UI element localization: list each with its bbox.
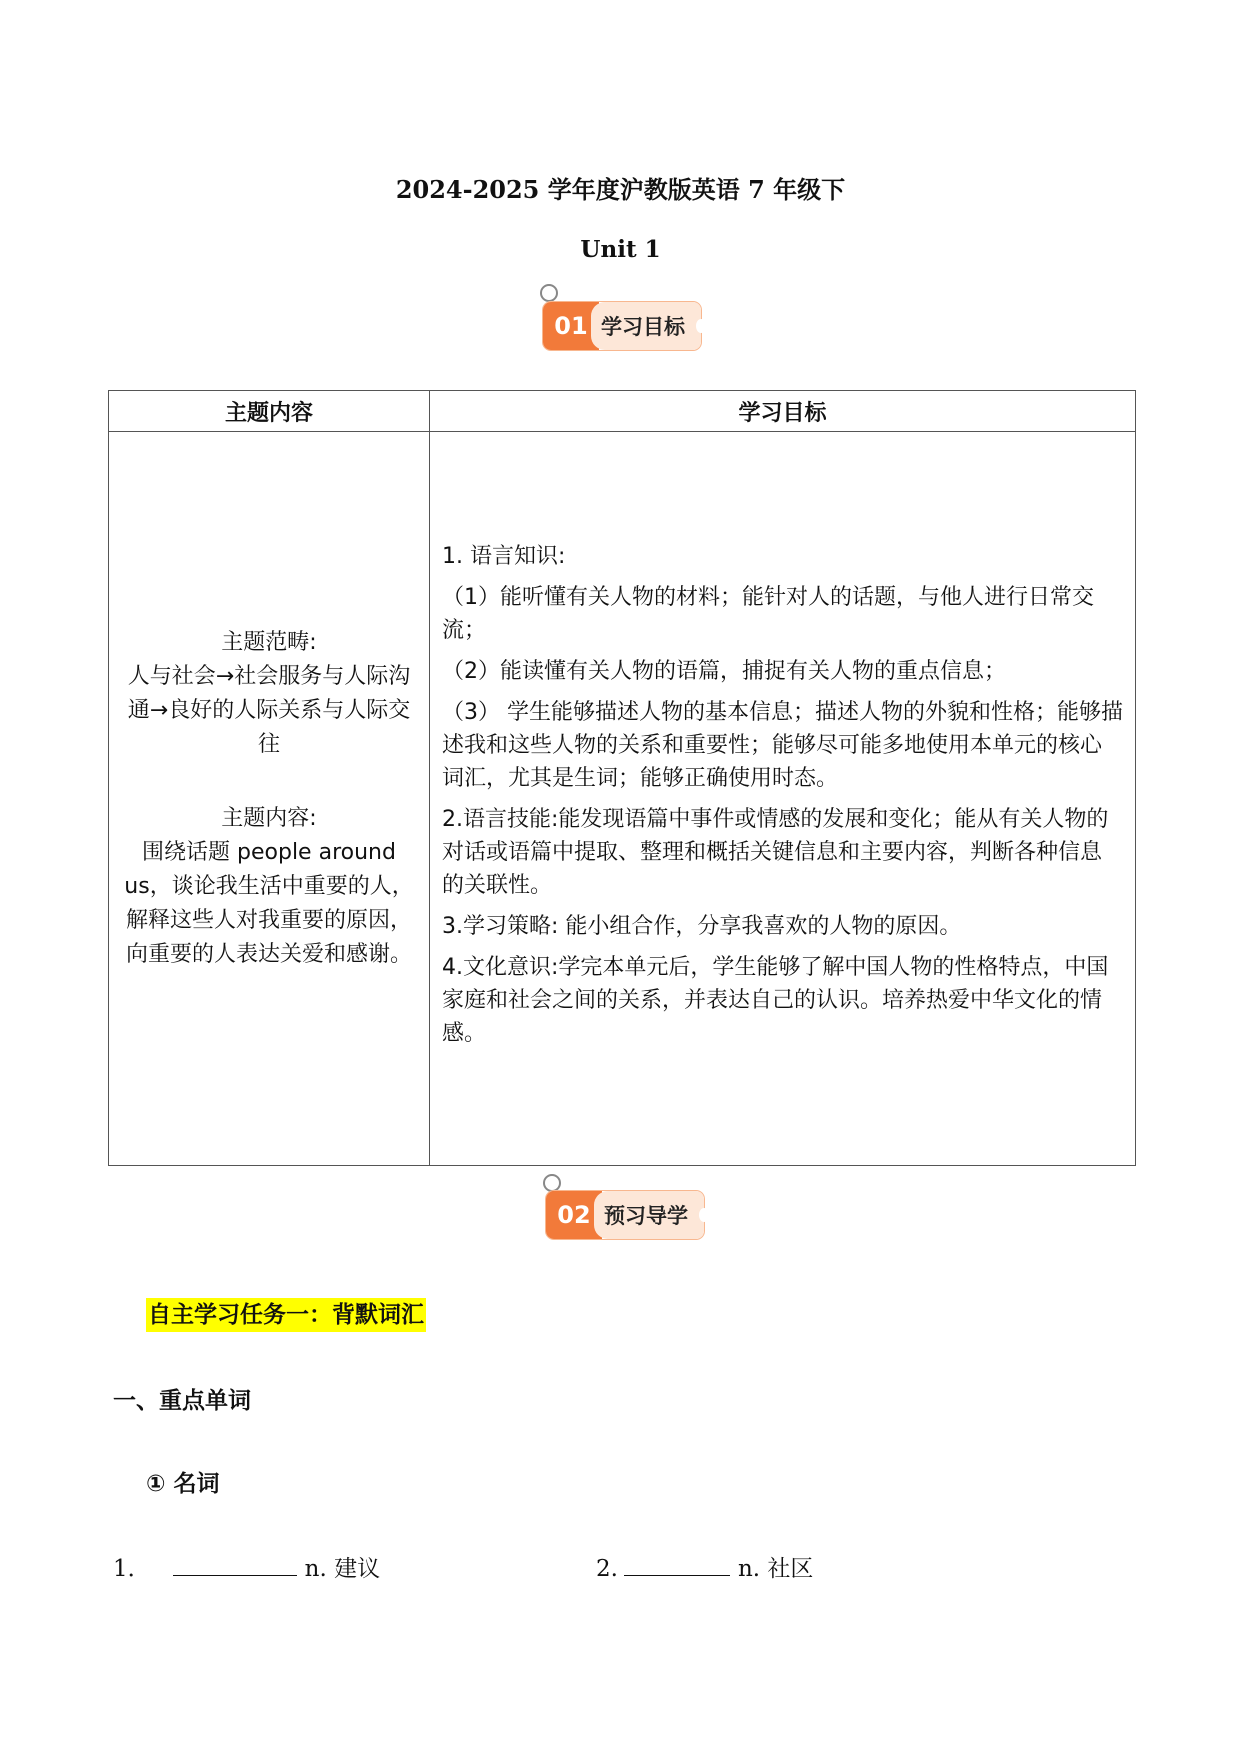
pin-icon (540, 284, 558, 302)
badge-label: 预习导学 (594, 1191, 704, 1239)
goal-item: （3） 学生能够描述人物的基本信息；描述人物的外貌和性格；能够描述我和这些人物的关系和重要性；能够尽可能多地使用本单元的核心词汇，尤其是生词；能够正确使用时态。 (442, 699, 1123, 791)
vocab-meaning: n. 社区 (737, 1556, 814, 1582)
learning-goals-table (108, 390, 1136, 1166)
column-header-topic: 主题内容 (109, 391, 430, 432)
document-title: 2024-2025 学年度沪教版英语 7 年级下 (395, 175, 846, 204)
topic-cell (109, 432, 430, 1166)
badge-number: 02 (546, 1191, 602, 1239)
goal-item: 4.文化意识:学完本单元后，学生能够了解中国人物的性格特点，中国家庭和社会之间的关系，并表达自己的认识。培养热爱中华文化的情感。 (442, 954, 1109, 1046)
section-badge-goals (543, 302, 701, 350)
column-header-goals: 学习目标 (430, 391, 1136, 432)
badge-number: 01 (543, 302, 599, 350)
vocab-number: 2. (596, 1556, 618, 1582)
goal-item: （2）能读懂有关人物的语篇，捕捉有关人物的重点信息； (442, 658, 1006, 684)
goal-item: 2.语言技能:能发现语篇中事件或情感的发展和变化；能从有关人物的对话或语篇中提取、整理和概括关键信息和主要内容，判断各种信息的关联性。 (442, 806, 1109, 898)
goal-item: 1. 语言知识: (442, 543, 566, 569)
vocab-meaning: n. 建议 (304, 1556, 381, 1582)
topic-category-label: 主题范畴: (221, 629, 317, 655)
vocab-item (596, 1550, 813, 1583)
task-heading: 自主学习任务一：背默词汇 (146, 1298, 426, 1332)
topic-category-text: 人与社会→社会服务与人际沟通→良好的人际关系与人际交往 (127, 663, 411, 757)
topic-content-text: 围绕话题 people around us，谈论我生活中重要的人，解释这些人对我重要的原因，向重要的人表达关爱和感谢。 (124, 839, 414, 967)
unit-title: Unit 1 (580, 236, 661, 263)
subsection-heading: ① 名词 (146, 1471, 220, 1497)
topic-content-label: 主题内容: (221, 805, 317, 831)
badge-label: 学习目标 (591, 302, 701, 350)
section-heading: 一、重点单词 (113, 1388, 251, 1414)
vocab-item (113, 1550, 380, 1583)
section-badge-preview (546, 1191, 704, 1239)
goal-item: 3.学习策略: 能小组合作，分享我喜欢的人物的原因。 (442, 913, 962, 939)
vocab-number: 1． (113, 1556, 151, 1582)
goal-item: （1）能听懂有关人物的材料；能针对人的话题，与他人进行日常交流； (442, 584, 1094, 643)
answer-blank[interactable] (173, 1553, 297, 1576)
answer-blank[interactable] (624, 1553, 730, 1576)
pin-icon (543, 1174, 561, 1192)
goals-cell (430, 432, 1136, 1166)
